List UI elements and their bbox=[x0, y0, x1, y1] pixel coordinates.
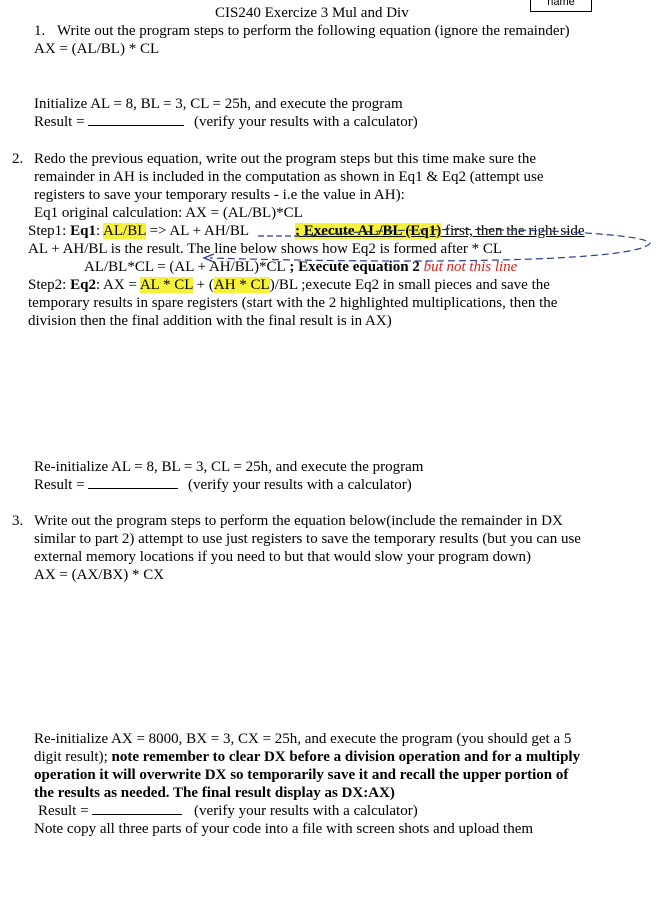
q3-reinit2 bbox=[34, 748, 580, 766]
q2-line2: remainder in AH is included in the computation as shown in Eq1 & Eq2 (attempt use bbox=[34, 169, 544, 185]
q1-equation: AX = (AL/BL) * CL bbox=[34, 41, 160, 57]
line7-bold: ; Execute equation 2 bbox=[285, 259, 420, 275]
q2-line9: temporary results in spare registers (start with the 2 highlighted multiplications, then the bbox=[28, 295, 558, 311]
q3-reinit3: operation it will overwrite DX so temporarily save it and recall the upper portion of bbox=[34, 767, 569, 783]
q1-line1: Write out the program steps to perform the following equation (ignore the remainder) bbox=[57, 23, 570, 39]
step1-rest: => AL + AH/BL bbox=[145, 223, 249, 239]
step1-execute: ; Execute AL/BL (Eq1) bbox=[295, 223, 442, 239]
step2-eq2-label: Eq2 bbox=[70, 277, 96, 293]
q1-verify: (verify your results with a calculator) bbox=[194, 114, 418, 130]
q3-line3: external memory locations if you need to but that would slow your program down) bbox=[34, 549, 531, 565]
line7-red: but not this line bbox=[419, 259, 518, 275]
q3-result-blank[interactable] bbox=[92, 802, 182, 815]
reinit2-plain: digit result); bbox=[34, 749, 112, 765]
q3-reinit1: Re-initialize AX = 8000, BX = 3, CX = 25h, and execute the program (you should get a 5 bbox=[34, 731, 572, 747]
q3-reinit4: the results as needed. The final result display as DX:AX) bbox=[34, 785, 395, 801]
q3-verify: (verify your results with a calculator) bbox=[194, 803, 418, 819]
line7-start: AL/BL*CL = (AL + AH/BL)*CL bbox=[84, 259, 286, 275]
q3-result-label: Result = bbox=[38, 803, 93, 819]
q2-line1: Redo the previous equation, write out the program steps but this time make sure the bbox=[34, 151, 536, 167]
q2-line6: AL + AH/BL is the result. The line below shows how Eq2 is formed after * CL bbox=[28, 241, 503, 257]
q1-result-blank[interactable] bbox=[88, 113, 184, 126]
q1-result-label: Result = bbox=[34, 114, 89, 130]
step1-prefix: Step1: bbox=[28, 223, 71, 239]
name-box: name bbox=[530, 0, 592, 12]
q3-line2: similar to part 2) attempt to use just registers to save the temporary results (but you can use bbox=[34, 531, 581, 547]
step2-highlight-ah-cl: AH * CL bbox=[213, 277, 270, 293]
q3-note: Note copy all three parts of your code into a file with screen shots and upload them bbox=[34, 821, 534, 837]
q3-line1: Write out the program steps to perform the equation below(include the remainder in DX bbox=[34, 513, 563, 529]
step1-colon: : bbox=[95, 223, 104, 239]
q2-reinit: Re-initialize AL = 8, BL = 3, CL = 25h, and execute the program bbox=[34, 459, 424, 475]
q2-result-label: Result = bbox=[34, 477, 89, 493]
step2-plus: + ( bbox=[192, 277, 214, 293]
q3-result-row bbox=[38, 802, 418, 820]
q2-step2 bbox=[28, 276, 550, 294]
q2-line10: division then the final addition with the final result is in AX) bbox=[28, 313, 392, 329]
reinit2-bold: note remember to clear DX before a division operation and for a multiply bbox=[111, 749, 581, 765]
q3-number: 3. bbox=[12, 513, 24, 529]
document-title: CIS240 Exercize 3 Mul and Div bbox=[215, 5, 409, 21]
q2-result-row bbox=[34, 476, 412, 494]
q1-result-row bbox=[34, 113, 418, 131]
step1-highlight-al-bl: AL/BL bbox=[103, 223, 146, 239]
q2-line4: Eq1 original calculation: AX = (AL/BL)*CL bbox=[34, 205, 303, 221]
q2-number: 2. bbox=[12, 151, 24, 167]
q2-line7 bbox=[84, 258, 517, 276]
step2-prefix: Step2: bbox=[28, 277, 71, 293]
step1-after: first, then the right side bbox=[441, 223, 585, 239]
q1-number: 1. bbox=[34, 23, 46, 39]
q2-line3: registers to save your temporary results - i.e the value in AH): bbox=[34, 187, 405, 203]
step2-end: )/BL ;execute Eq2 in small pieces and save the bbox=[269, 277, 550, 293]
q2-step1 bbox=[28, 222, 585, 240]
q3-equation: AX = (AX/BX) * CX bbox=[34, 567, 165, 583]
step2-mid: : AX = bbox=[95, 277, 140, 293]
q1-init: Initialize AL = 8, BL = 3, CL = 25h, and execute the program bbox=[34, 96, 403, 112]
step2-highlight-al-cl: AL * CL bbox=[139, 277, 193, 293]
step1-eq1-label: Eq1 bbox=[70, 223, 96, 239]
q2-verify: (verify your results with a calculator) bbox=[188, 477, 412, 493]
q2-result-blank[interactable] bbox=[88, 476, 178, 489]
